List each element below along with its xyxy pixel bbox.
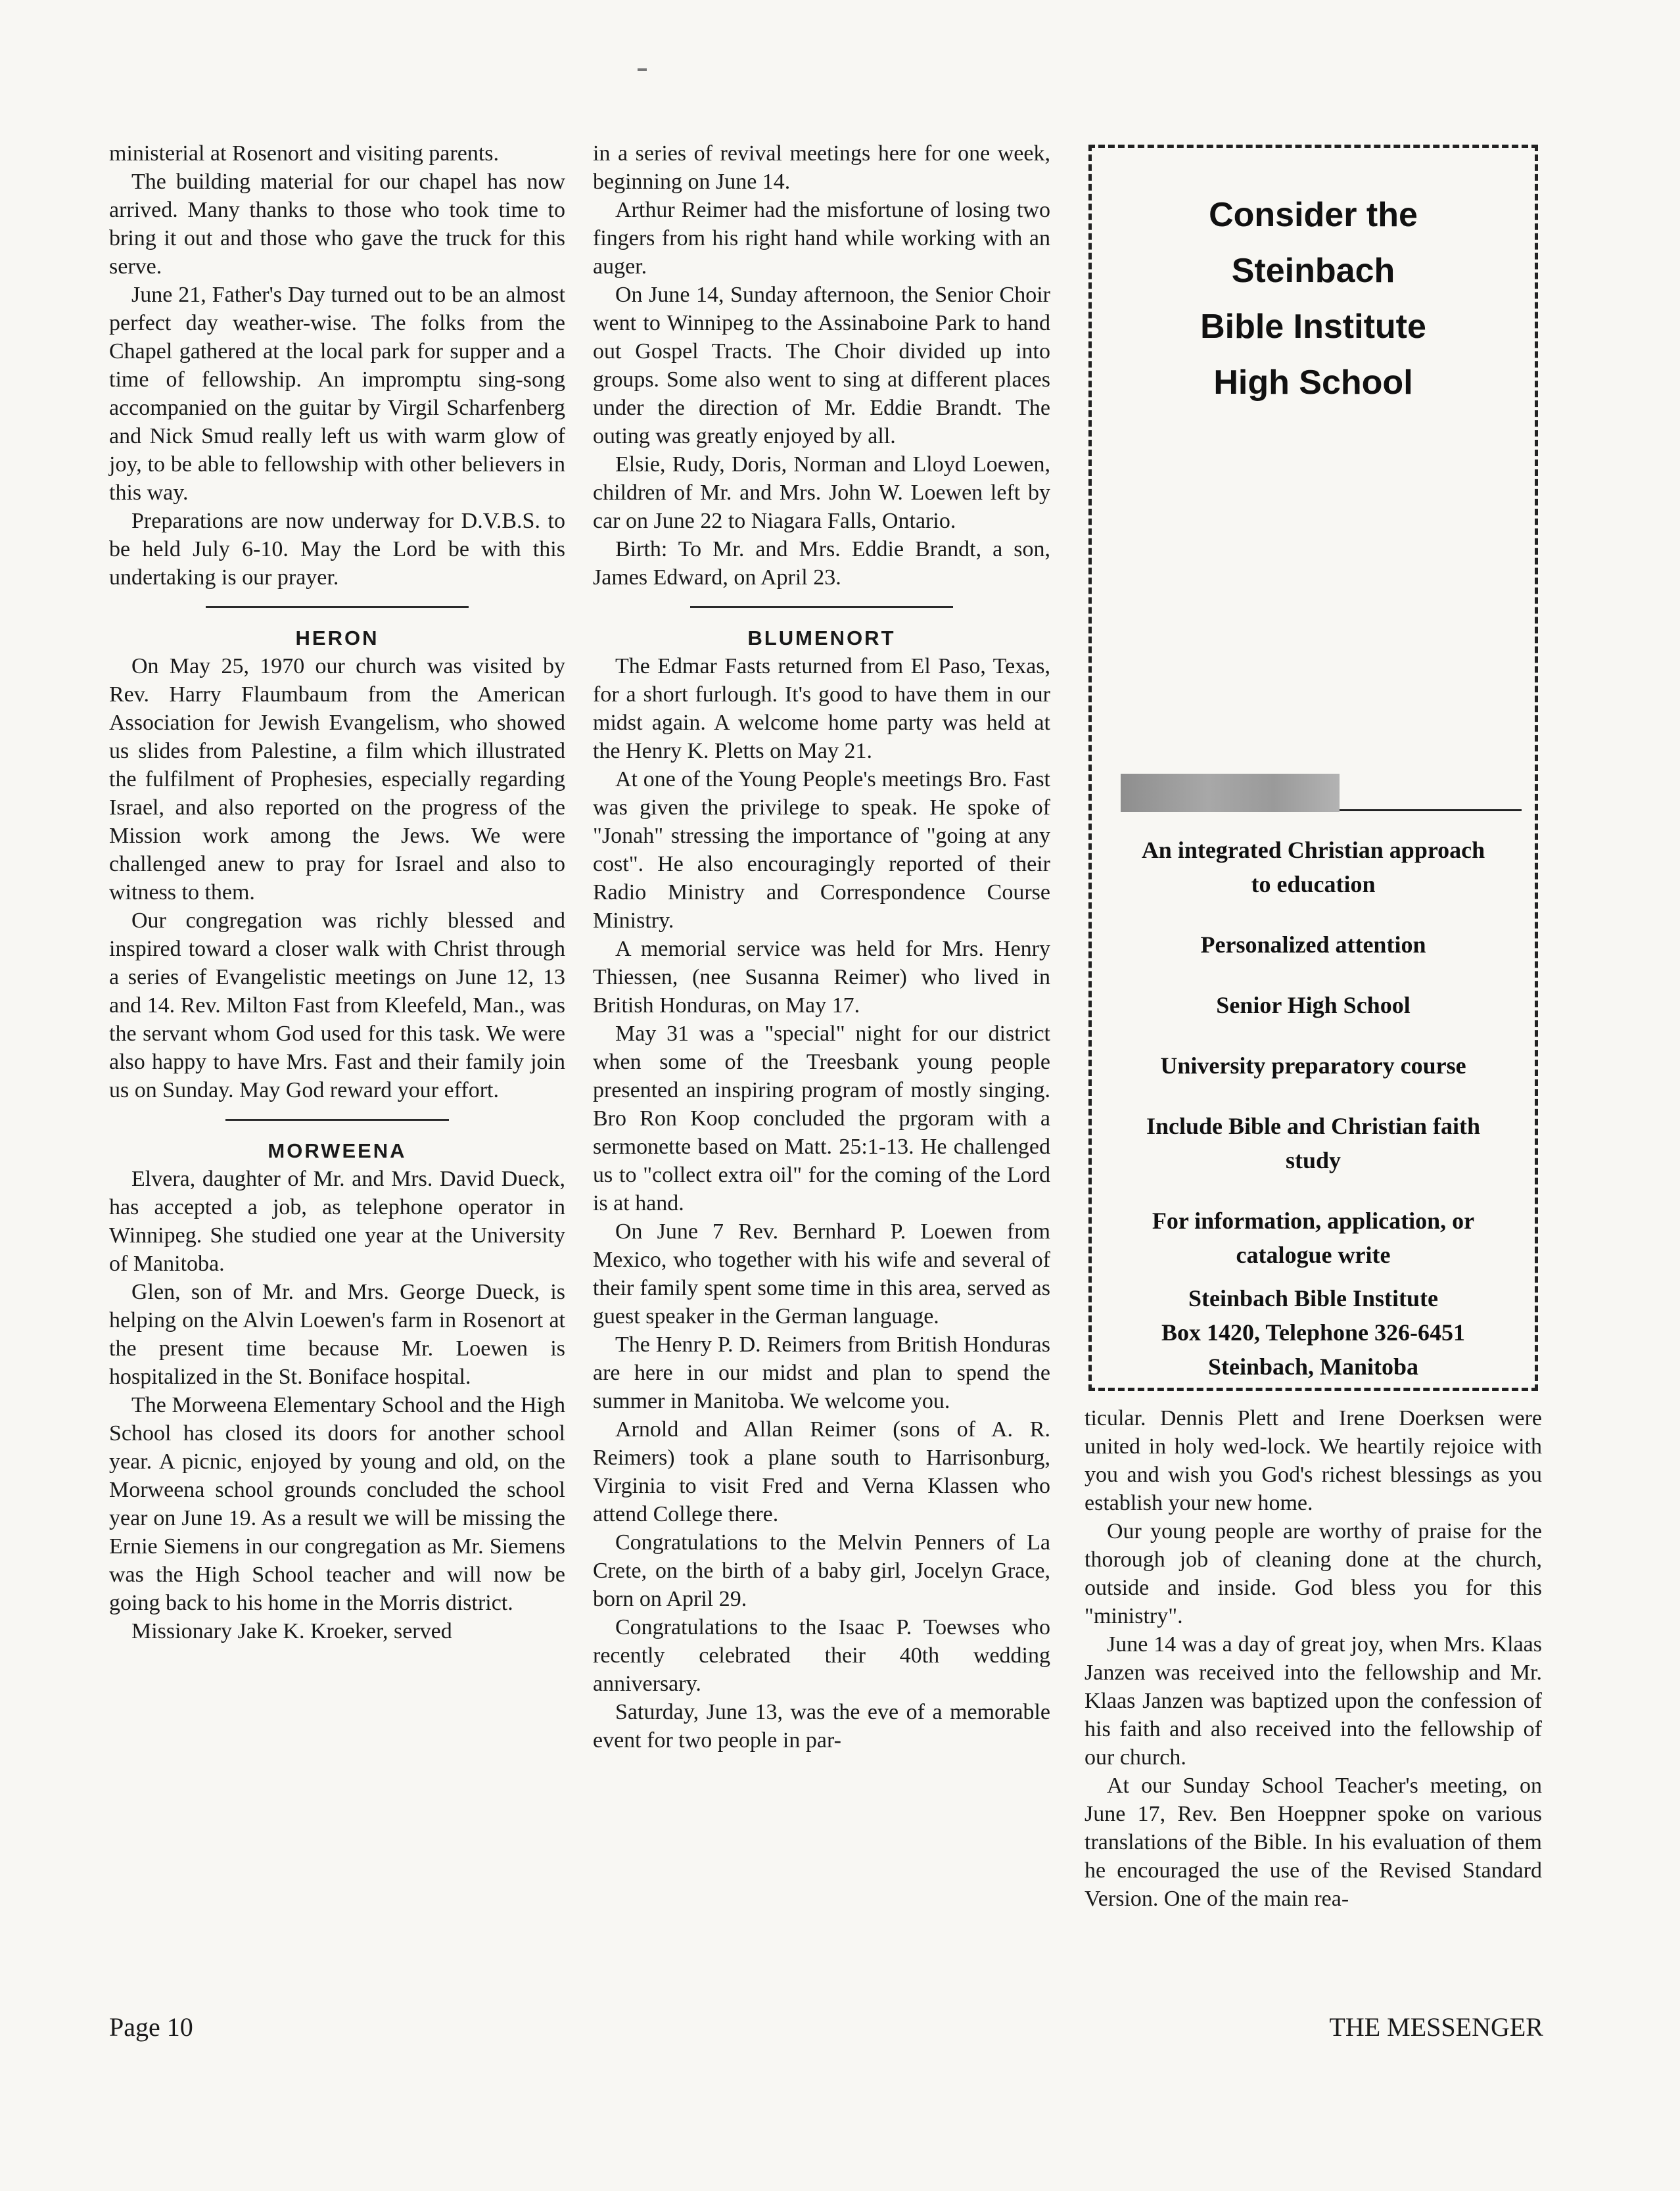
paragraph: Arnold and Allan Reimer (sons of A. R. Reimers) took a plane south to Harrisonburg, Virginia to visit Fred and Verna Klassen who attend College there.	[593, 1417, 1050, 1526]
paragraph: At our Sunday School Teacher's meeting, on June 17, Rev. Ben Hoeppner spoke on various translations of the Bible. In his evaluation of them he encouraged the use of the Revised Standard Version. One of the main rea-	[1085, 1774, 1542, 1911]
ad-feature: For information, application, or catalogue write	[1152, 1208, 1475, 1268]
paragraph: in a series of revival meetings here for one week, beginning on June 14.	[593, 141, 1050, 194]
section-divider	[690, 606, 953, 608]
paragraph: Our young people are worthy of praise for the thorough job of cleaning done at the church, outside and inside. God bless you for this "ministry".	[1085, 1519, 1542, 1628]
paragraph: The Morweena Elementary School and the High School has closed its doors for another school year. A picnic, enjoyed by young and old, on the Morweena school grounds concluded the school year on June 19. As a result we will be missing the Ernie Siemens in our congregation as Mr. Siemens was the High School teacher and will now be going back to his home in the Morris district.	[109, 1393, 565, 1615]
ad-feature: University preparatory course	[1160, 1052, 1466, 1079]
paragraph: Arthur Reimer had the misfortune of losing two fingers from his right hand while working with an auger.	[593, 198, 1050, 279]
publication-name: THE MESSENGER	[1329, 2012, 1543, 2042]
ad-photo-band	[1121, 774, 1340, 812]
paragraph: May 31 was a "special" night for our district when some of the Treesbank young people presented an inspiring program of mostly singing. Bro Ron Koop concluded the prgoram with a sermonette based on Matt. 25:1-13. He challenged us to "collect extra oil" for the coming of the Lord is at hand.	[593, 1022, 1050, 1215]
section-divider	[206, 606, 469, 608]
ad-contact-city: Steinbach, Manitoba	[1207, 1354, 1419, 1380]
ad-feature: Personalized attention	[1200, 931, 1426, 958]
ad-body	[1092, 833, 1535, 1384]
paragraph: Elsie, Rudy, Doris, Norman and Lloyd Loewen, children of Mr. and Mrs. John W. Loewen left by car on June 22 to Niagara Falls, Ontario.	[593, 452, 1050, 533]
paragraph: Congratulations to the Isaac P. Toewses who recently celebrated their 40th wedding anniversary.	[593, 1615, 1050, 1696]
column-3	[1085, 1404, 1542, 1913]
section-heading-blumenort: BLUMENORT	[747, 626, 896, 649]
paragraph: On May 25, 1970 our church was visited by Rev. Harry Flaumbaum from the American Association for Jewish Evangelism, who showed us slides from Palestine, a film which illustrated the fulfilment of Prophesies, especially regarding Israel, and also reported on the progress of the Mission work among the Jews. We were challenged anew to pray for Israel and also to witness to them.	[109, 654, 565, 905]
paragraph: Preparations are now underway for D.V.B.S. to be held July 6-10. May the Lord be with this undertaking is our prayer.	[109, 509, 565, 590]
ad-heading-line: Bible Institute	[1200, 308, 1426, 346]
ad-contact-address: Box 1420, Telephone 326-6451	[1161, 1319, 1466, 1346]
paragraph: Congratulations to the Melvin Penners of La Crete, on the birth of a baby girl, Jocelyn Grace, born on April 29.	[593, 1530, 1050, 1611]
ad-heading-line: High School	[1213, 364, 1413, 402]
paragraph: ticular. Dennis Plett and Irene Doerksen were united in holy wed-lock. We heartily rejoice with you and wish you God's richest blessings as you establish your new home.	[1085, 1406, 1542, 1515]
advertisement-box	[1088, 145, 1538, 1391]
paragraph: On June 7 Rev. Bernhard P. Loewen from Mexico, who together with his wife and several of their family spent some time in this area, served as guest speaker in the German language.	[593, 1219, 1050, 1329]
paragraph: At one of the Young People's meetings Bro. Fast was given the privilege to speak. He spoke of "Jonah" stressing the importance of "going at any cost". He also encouragingly reported of their Radio Ministry and Correspondence Course Ministry.	[593, 767, 1050, 933]
paragraph: The Edmar Fasts returned from El Paso, Texas, for a short furlough. It's good to have them in our midst again. A welcome home party was held at the Henry K. Pletts on May 21.	[593, 654, 1050, 763]
paragraph: The Henry P. D. Reimers from British Honduras are here in our midst and plan to spend the summer in Manitoba. We welcome you.	[593, 1332, 1050, 1413]
ad-heading-line: Steinbach	[1231, 252, 1395, 290]
column-2	[593, 139, 1050, 1755]
ad-heading	[1092, 187, 1535, 411]
paragraph: On June 14, Sunday afternoon, the Senior Choir went to Winnipeg to the Assinaboine Park to hand out Gospel Tracts. The Choir divided up into groups. Some also went to sing at different places under the direction of Mr. Eddie Brandt. The outing was greatly enjoyed by all.	[593, 283, 1050, 448]
ad-feature: Senior High School	[1216, 992, 1411, 1018]
paragraph: June 21, Father's Day turned out to be an almost perfect day weather-wise. The folks from the Chapel gathered at the local park for supper and a time of fellowship. An impromptu sing-song accompanied on the guitar by Virgil Scharfenberg and Nick Smud really left us with warm glow of joy, to be able to fellowship with other believers in this way.	[109, 283, 565, 505]
page-number: Page 10	[109, 2012, 193, 2042]
paragraph: A memorial service was held for Mrs. Henry Thiessen, (nee Susanna Reimer) who lived in British Honduras, on May 17.	[593, 937, 1050, 1018]
section-divider	[225, 1119, 449, 1121]
paragraph: Elvera, daughter of Mr. and Mrs. David Dueck, has accepted a job, as telephone operator in Winnipeg. She studied one year at the University of Manitoba.	[109, 1167, 565, 1276]
print-smudge	[638, 68, 647, 71]
paragraph: The building material for our chapel has now arrived. Many thanks to those who took time to bring it out and those who gave the truck for this serve.	[109, 170, 565, 279]
paragraph: Our congregation was richly blessed and inspired toward a closer walk with Christ through a series of Evangelistic meetings on June 12, 13 and 14. Rev. Milton Fast from Kleefeld, Man., was the servant whom God used for this task. We were also happy to have Mrs. Fast and their family join us on Sunday. May God reward your effort.	[109, 908, 565, 1102]
ad-contact-name: Steinbach Bible Institute	[1188, 1285, 1439, 1311]
section-heading-morweena: MORWEENA	[268, 1139, 407, 1162]
paragraph: June 14 was a day of great joy, when Mrs. Klaas Janzen was received into the fellowship and Mr. Klaas Janzen was baptized upon the confession of his faith and also received into the fellowship of our church.	[1085, 1632, 1542, 1770]
ad-feature: An integrated Christian approach to education	[1141, 837, 1485, 897]
paragraph: Missionary Jake K. Kroeker, served	[131, 1619, 452, 1643]
paragraph: Saturday, June 13, was the eve of a memorable event for two people in par-	[593, 1700, 1050, 1753]
section-heading-heron: HERON	[295, 626, 379, 649]
ad-heading-line: Consider the	[1209, 196, 1418, 234]
ad-feature: Include Bible and Christian faith study	[1146, 1113, 1481, 1173]
ad-rule	[1340, 809, 1522, 811]
paragraph: Glen, son of Mr. and Mrs. George Dueck, is helping on the Alvin Loewen's farm in Rosenort at the present time because Mr. Loewen is hospitalized in the St. Boniface hospital.	[109, 1280, 565, 1389]
column-1	[109, 139, 565, 1645]
paragraph: Birth: To Mr. and Mrs. Eddie Brandt, a son, James Edward, on April 23.	[593, 537, 1050, 590]
paragraph: ministerial at Rosenort and visiting parents.	[109, 141, 500, 166]
